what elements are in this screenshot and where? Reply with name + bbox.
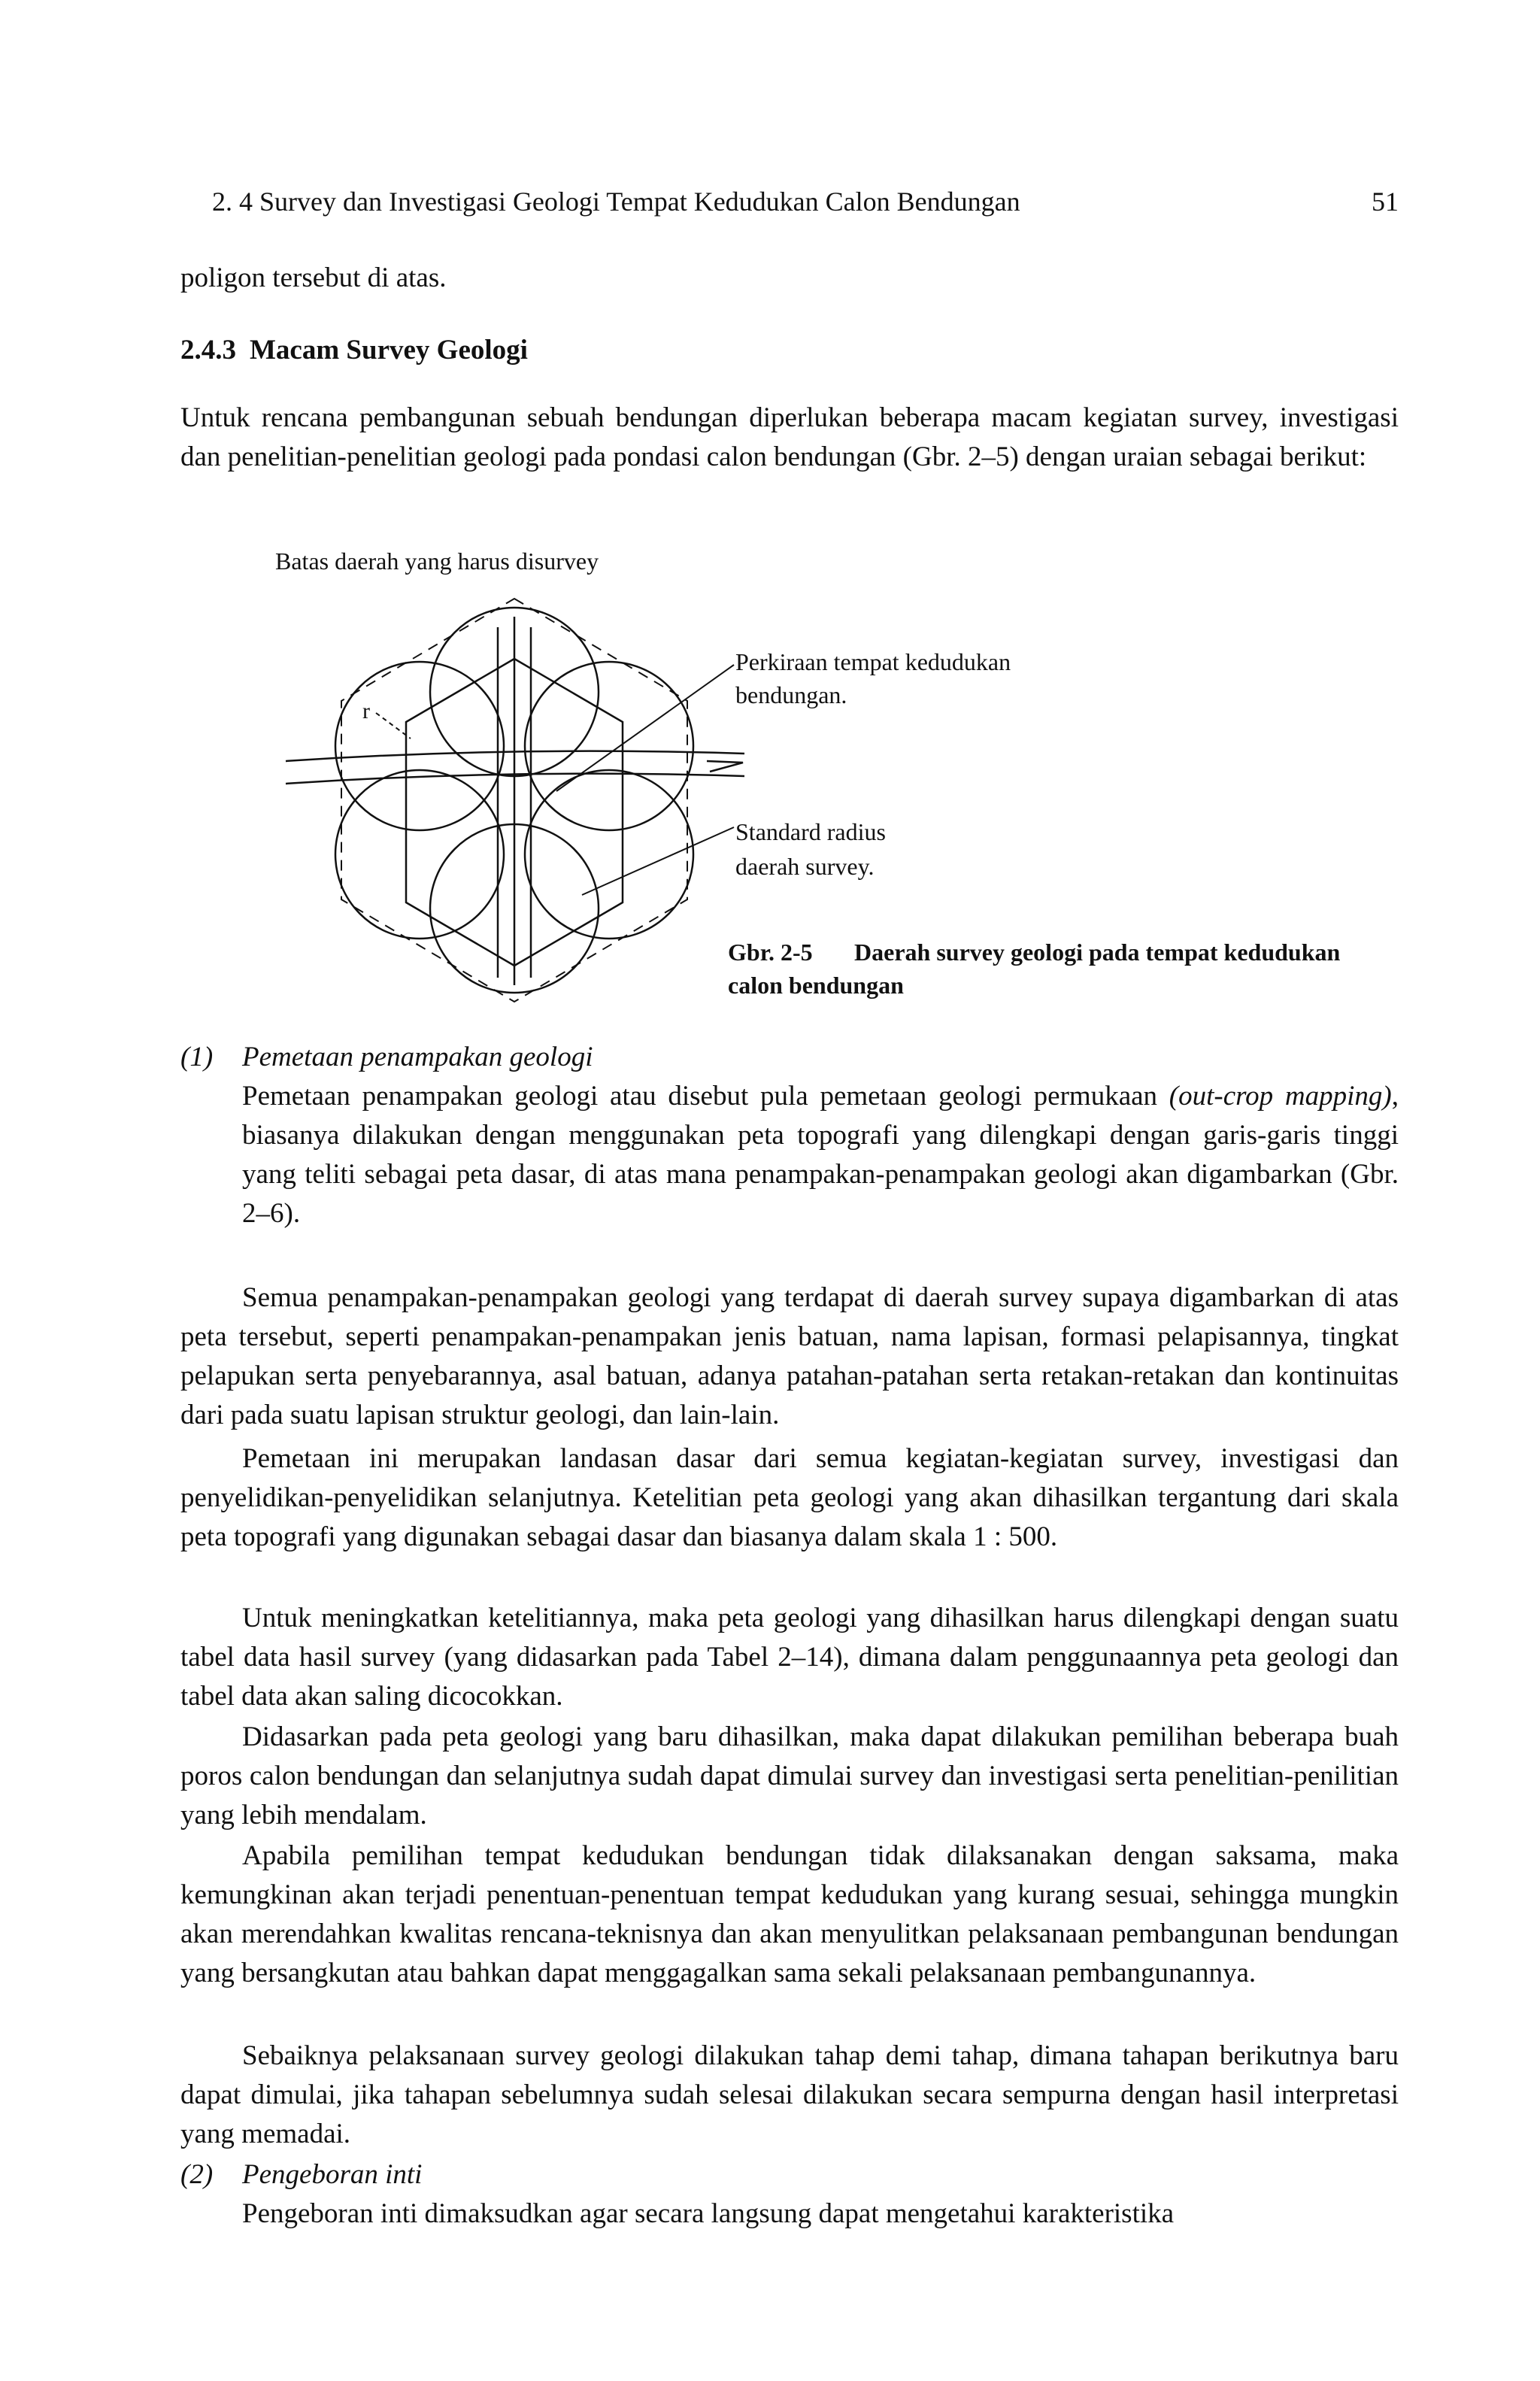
item-1-paragraph-1-term: (out-crop mapping)	[1169, 1081, 1392, 1112]
figure-caption	[728, 936, 1352, 1002]
intro-fragment: poligon tersebut di atas.	[180, 262, 447, 293]
figure-caption-text: Daerah survey geologi pada tempat kedudukan calon bendungan	[728, 939, 1341, 999]
figure-label-dam-site-2: bendungan.	[735, 681, 847, 708]
survey-area-diagram	[256, 587, 767, 1008]
survey-circle-lower-right	[525, 770, 693, 939]
item-1-title: Pemetaan penampakan geologi	[242, 1042, 593, 1072]
item-2-title: Pengeboran inti	[242, 2159, 423, 2190]
item-2-number: (2)	[180, 2159, 214, 2190]
figure-label-survey-boundary: Batas daerah yang harus disurvey	[275, 547, 599, 575]
item-2-heading	[180, 2155, 422, 2194]
item-1-paragraph-6: Apabila pemilihan tempat kedudukan bendungan tidak dilaksanakan dengan saksama, maka kemungkinan akan terjadi penentuan-penentuan tempat kedudukan yang kurang sesuai, sehingga mungkin akan merendahkan kwalitas rencana-teknisnya dan akan menyulitkan pelaksanaan pembangunan bendungan yang bersangkutan atau bahkan dapat menggagalkan sama sekali pelaksanaan pembangunannya.	[180, 1840, 1399, 1988]
item-2-paragraph-1: Pengeboran inti dimaksudkan agar secara langsung dapat mengetahui karakteristika	[242, 2198, 1175, 2229]
item-1-paragraph-2: Semua penampakan-penampakan geologi yang terdapat di daerah survey supaya digambarkan di atas peta tersebut, seperti penampakan-penampakan jenis batuan, nama lapisan, formasi pelapisannya, tingkat pelapukan serta penyebarannya, asal batuan, adanya patahan-patahan serta retakan-retakan dan kontinuitas dari pada suatu lapisan struktur geologi, dan lain-lain.	[180, 1282, 1399, 1430]
survey-circle-upper-right	[525, 662, 693, 830]
river-flow-arrow	[707, 761, 743, 772]
item-1-paragraph-1-lead: Pemetaan penampakan geologi atau disebut pula pemetaan geologi permukaan	[242, 1081, 1158, 1112]
survey-circle-lower-left	[335, 770, 504, 939]
intro-paragraph: Untuk rencana pembangunan sebuah bendungan diperlukan beberapa macam kegiatan survey, investigasi dan penelitian-penelitian geologi pada pondasi calon bendungan (Gbr. 2–5) dengan uraian sebagai berikut:	[180, 402, 1399, 472]
item-1-paragraph-1-rest: , biasanya dilakukan dengan menggunakan peta topografi yang dilengkapi dengan garis-garis tinggi yang teliti sebagai peta dasar, di atas mana penampakan-penampakan geologi akan digambarkan (Gbr. 2–6).	[242, 1081, 1399, 1229]
item-1-paragraph-7: Sebaiknya pelaksanaan survey geologi dilakukan tahap demi tahap, dimana tahapan berikutnya baru dapat dimulai, jika tahapan sebelumnya sudah selesai dilakukan secara sempurna dengan hasil interpretasi yang memadai.	[180, 2040, 1399, 2149]
running-header	[212, 179, 1399, 224]
running-title: 2. 4 Survey dan Investigasi Geologi Tempat Kedudukan Calon Bendungan	[212, 187, 1020, 217]
item-1-heading	[180, 1038, 593, 1077]
figure-label-radius-2: daerah survey.	[735, 853, 875, 880]
leader-radius	[582, 827, 734, 895]
leader-dam-site	[556, 665, 734, 791]
survey-circle-upper-left	[335, 662, 504, 830]
figure-label-dam-site-1: Perkiraan tempat kedudukan	[735, 648, 1011, 675]
section-number: 2.4.3	[180, 335, 236, 365]
figure-label-r: r	[362, 699, 370, 723]
figure-caption-number: Gbr. 2-5	[728, 939, 813, 966]
section-heading	[180, 331, 528, 370]
item-1-paragraph-5: Didasarkan pada peta geologi yang baru dihasilkan, maka dapat dilakukan pemilihan beberapa buah poros calon bendungan dan selanjutnya sudah dapat dimulai survey dan investigasi serta penelitian-penilitian yang lebih mendalam.	[180, 1721, 1399, 1830]
item-1-paragraph-3: Pemetaan ini merupakan landasan dasar dari semua kegiatan-kegiatan survey, investigasi dan penyelidikan-penyelidikan selanjutnya. Ketelitian peta geologi yang akan dihasilkan tergantung dari skala peta topografi yang digunakan sebagai dasar dan biasanya dalam skala 1 : 500.	[180, 1443, 1399, 1552]
section-title: Macam Survey Geologi	[250, 335, 528, 365]
item-1-paragraph-4: Untuk meningkatkan ketelitiannya, maka peta geologi yang dihasilkan harus dilengkapi dengan suatu tabel data hasil survey (yang didasarkan pada Tabel 2–14), dimana dalam penggunaannya peta geologi dan tabel data akan saling dicocokkan.	[180, 1603, 1399, 1712]
item-1-paragraph-1	[242, 1077, 1399, 1233]
page-number: 51	[1372, 187, 1399, 217]
item-1-number: (1)	[180, 1042, 214, 1072]
figure-label-radius-1: Standard radius	[735, 818, 886, 845]
